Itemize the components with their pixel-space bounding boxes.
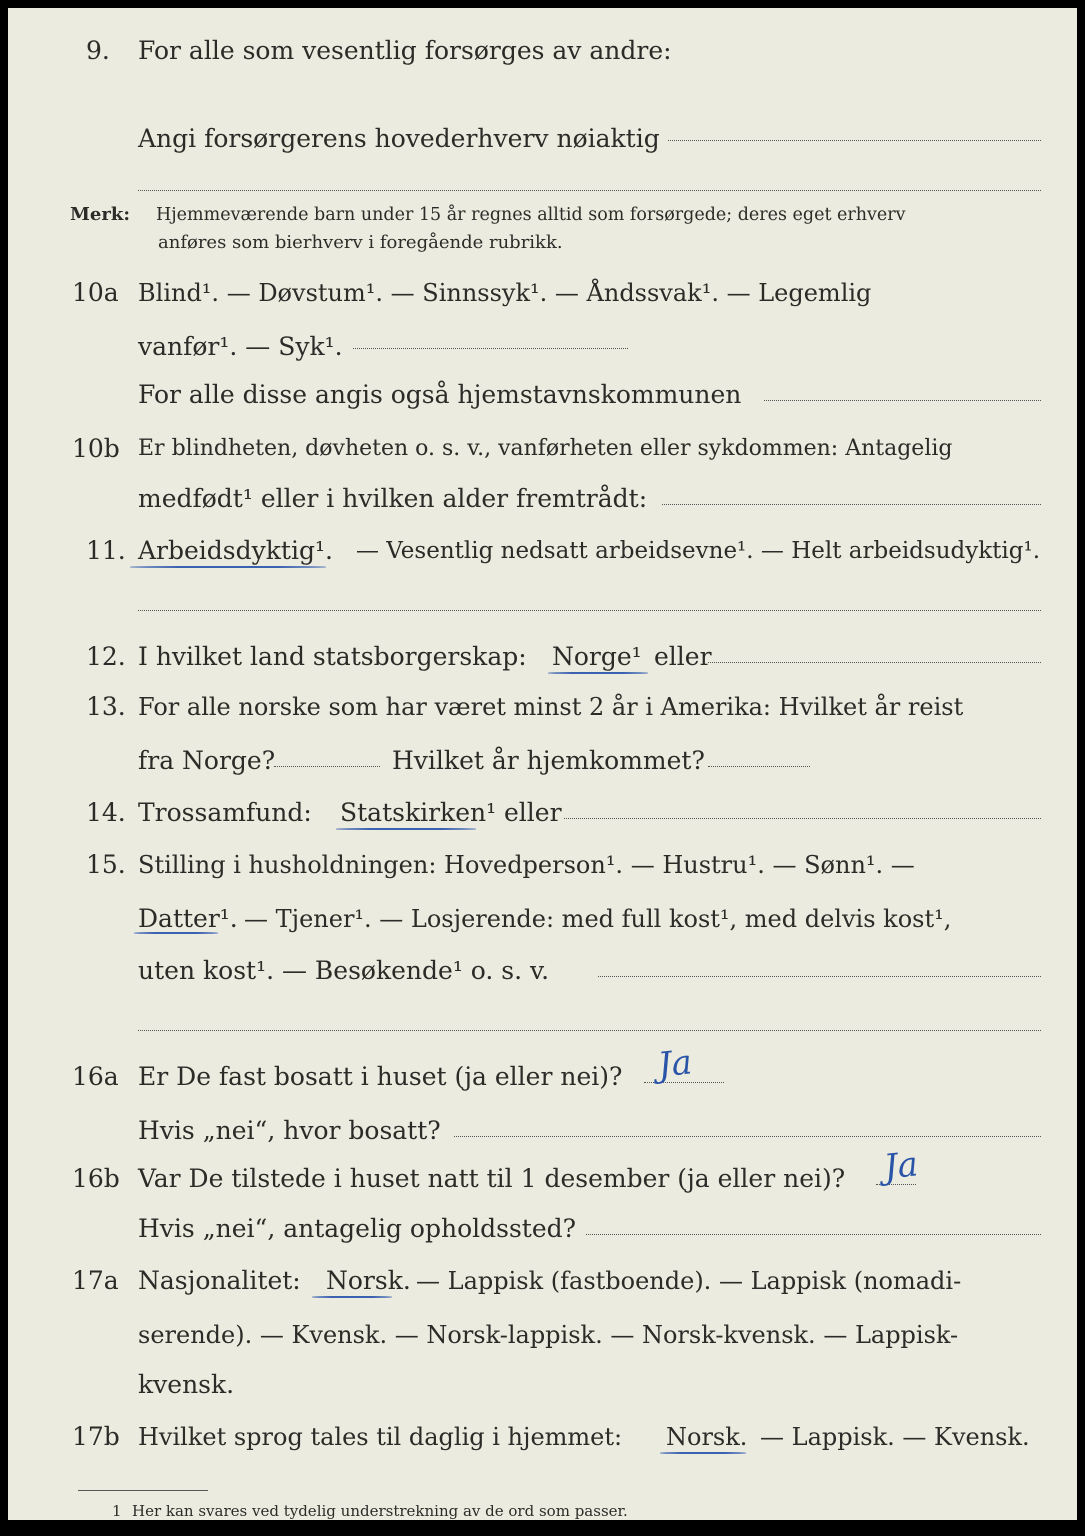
item-number: 13.: [86, 692, 126, 721]
note-text: anføres som bierhverv i foregående rubrikk.: [158, 232, 563, 253]
census-form-page: [8, 8, 1077, 1520]
option-norsk-sprog[interactable]: Norsk.: [666, 1423, 748, 1451]
option-arbeidsdyktig[interactable]: Arbeidsdyktig¹.: [138, 536, 333, 565]
question-text: vanfør¹. — Syk¹.: [138, 332, 343, 361]
question-text: Angi forsørgerens hovederhverv nøiaktig: [138, 124, 660, 153]
handwritten-underline: [130, 566, 326, 568]
answer-line[interactable]: [138, 190, 1041, 191]
handwritten-underline: [134, 932, 218, 934]
answer-line[interactable]: [662, 504, 1041, 505]
item-number: 16a: [72, 1062, 119, 1091]
answer-line[interactable]: [708, 766, 810, 767]
question-text: — Tjener¹. — Losjerende: med full kost¹, med delvis kost¹,: [244, 905, 952, 933]
question-text: Er blindheten, døvheten o. s. v., vanførheten eller sykdommen: Antagelig: [138, 436, 953, 461]
handwritten-underline: [548, 672, 648, 674]
handwritten-underline: [660, 1452, 746, 1454]
answer-line[interactable]: [274, 766, 380, 767]
answer-line[interactable]: [138, 610, 1041, 611]
item-number: 14.: [86, 798, 126, 827]
answer-line[interactable]: [598, 976, 1041, 977]
question-text: For alle disse angis også hjemstavnskommunen: [138, 380, 742, 409]
option-norge[interactable]: Norge¹: [552, 642, 642, 671]
question-text: I hvilket land statsborgerskap:: [138, 642, 527, 671]
option-norsk[interactable]: Norsk.: [326, 1266, 411, 1295]
item-number: 12.: [86, 642, 126, 671]
question-text: Blind¹. — Døvstum¹. — Sinnssyk¹. — Åndssvak¹. — Legemlig: [138, 279, 872, 307]
question-text: fra Norge?: [138, 746, 276, 775]
question-text: eller: [654, 642, 712, 671]
item-number: 15.: [86, 850, 126, 879]
item-number: 9.: [86, 36, 110, 65]
question-text: For alle norske som har været minst 2 år i Amerika: Hvilket år reist: [138, 693, 964, 721]
question-text: Stilling i husholdningen: Hovedperson¹. — Hustru¹. — Sønn¹. —: [138, 851, 915, 879]
question-text: Nasjonalitet:: [138, 1266, 301, 1295]
question-text: eller: [504, 798, 562, 827]
answer-line[interactable]: [138, 1030, 1041, 1031]
question-text: For alle som vesentlig forsørges av andre:: [138, 36, 672, 65]
question-text: kvensk.: [138, 1370, 235, 1399]
question-text: uten kost¹. — Besøkende¹ o. s. v.: [138, 956, 550, 985]
question-text: — Vesentlig nedsatt arbeidsevne¹. — Helt arbeidsudyktig¹.: [356, 538, 1041, 564]
item-number: 17b: [72, 1422, 120, 1451]
question-text: — Lappisk (fastboende). — Lappisk (nomadi-: [416, 1267, 962, 1295]
answer-line[interactable]: [353, 348, 628, 349]
item-number: 16b: [72, 1164, 120, 1193]
item-number: 11.: [86, 536, 126, 565]
answer-line[interactable]: [586, 1234, 1041, 1235]
answer-line[interactable]: [454, 1136, 1041, 1137]
handwritten-underline: [336, 828, 476, 830]
question-text: Hvis „nei“, antagelig opholdssted?: [138, 1214, 577, 1243]
item-number: 10a: [72, 278, 119, 307]
handwritten-answer[interactable]: Ja: [656, 1042, 694, 1086]
handwritten-underline: [312, 1296, 392, 1298]
answer-line[interactable]: [764, 400, 1041, 401]
handwritten-answer[interactable]: Ja: [882, 1144, 920, 1188]
question-text: Er De fast bosatt i huset (ja eller nei)?: [138, 1062, 623, 1091]
question-text: — Lappisk. — Kvensk.: [760, 1423, 1030, 1451]
question-text: Trossamfund:: [138, 798, 312, 827]
answer-line[interactable]: [708, 662, 1041, 663]
option-statskirken[interactable]: Statskirken¹: [340, 798, 497, 827]
note-text: Hjemmeværende barn under 15 år regnes alltid som forsørgede; deres eget erhverv: [156, 205, 906, 225]
question-text: Hvis „nei“, hvor bosatt?: [138, 1116, 441, 1145]
answer-line[interactable]: [668, 140, 1041, 141]
question-text: Var De tilstede i huset natt til 1 desember (ja eller nei)?: [138, 1164, 846, 1193]
footnote-rule: [78, 1490, 208, 1491]
option-datter[interactable]: Datter¹.: [138, 904, 238, 933]
footnote-text: Her kan svares ved tydelig understrekning av de ord som passer.: [132, 1502, 628, 1520]
item-number: 10b: [72, 434, 120, 463]
footnote-mark: 1: [112, 1502, 122, 1520]
item-number: 17a: [72, 1266, 119, 1295]
question-text: medfødt¹ eller i hvilken alder fremtrådt:: [138, 484, 648, 513]
question-text: serende). — Kvensk. — Norsk-lappisk. — Norsk-kvensk. — Lappisk-: [138, 1321, 959, 1349]
question-text: Hvilket år hjemkommet?: [392, 746, 705, 775]
question-text: Hvilket sprog tales til daglig i hjemmet:: [138, 1423, 623, 1451]
note-label: Merk:: [70, 204, 130, 225]
answer-line[interactable]: [564, 818, 1041, 819]
